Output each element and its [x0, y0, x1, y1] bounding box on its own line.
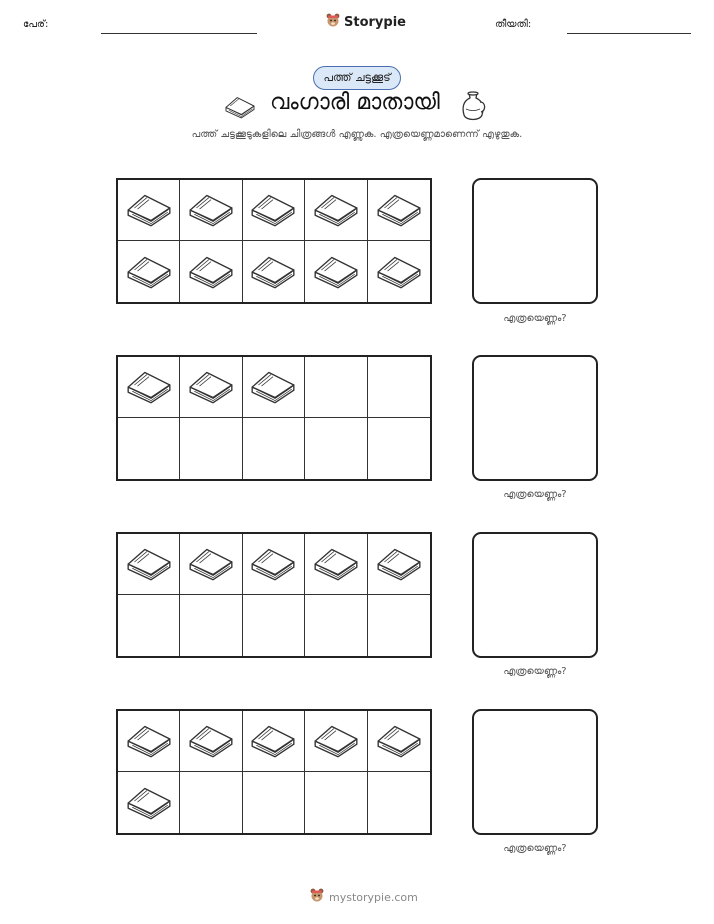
topic-badge: പത്ത് ചട്ടക്കൂട്: [313, 66, 401, 90]
book-icon: [124, 364, 174, 410]
ten-frame-4: [116, 709, 432, 835]
ten-frame-cell: [368, 241, 430, 302]
book-icon: [186, 364, 236, 410]
ten-frame-cell: [305, 357, 367, 418]
ten-frame-cell: [180, 241, 242, 302]
ten-frame-cell: [180, 534, 242, 595]
ten-frame-cell: [305, 180, 367, 241]
ten-frame-3: [116, 532, 432, 658]
book-icon: [374, 718, 424, 764]
ten-frame-cell: [180, 357, 242, 418]
name-label: പേര്:: [23, 19, 49, 30]
ten-frame-cell: [368, 418, 430, 479]
book-icon: [124, 249, 174, 295]
ten-frame-cell: [243, 418, 305, 479]
ten-frame-cell: [243, 534, 305, 595]
book-icon: [311, 718, 361, 764]
footer-link[interactable]: mystorypie.com: [329, 890, 418, 904]
page-title: വംഗാരി മാതായി: [270, 90, 440, 115]
ten-frame-cell: [118, 711, 180, 772]
ten-frame-cell: [243, 711, 305, 772]
book-icon: [311, 249, 361, 295]
ten-frame-cell: [368, 180, 430, 241]
book-icon: [222, 92, 258, 124]
ten-frame-cell: [118, 534, 180, 595]
ten-frame-cell: [368, 595, 430, 656]
book-icon: [186, 541, 236, 587]
book-icon: [374, 541, 424, 587]
answer-question-4: എത്രയെണ്ണം?: [503, 843, 567, 854]
date-line[interactable]: [567, 33, 691, 34]
ten-frame-1: [116, 178, 432, 304]
book-icon: [186, 718, 236, 764]
ten-frame-cell: [368, 711, 430, 772]
ten-frame-cell: [305, 772, 367, 833]
book-icon: [186, 187, 236, 233]
ten-frame-cell: [243, 772, 305, 833]
bear-logo-icon: [325, 12, 341, 32]
ten-frame-cell: [243, 180, 305, 241]
answer-box-2[interactable]: [472, 355, 598, 481]
ten-frame-cell: [118, 357, 180, 418]
ten-frame-cell: [180, 180, 242, 241]
ten-frame-cell: [305, 595, 367, 656]
ten-frame-cell: [243, 357, 305, 418]
name-line[interactable]: [101, 33, 257, 34]
answer-question-1: എത്രയെണ്ണം?: [503, 313, 567, 324]
ten-frame-cell: [368, 357, 430, 418]
date-label: തീയതി:: [495, 19, 532, 30]
ten-frame-cell: [243, 595, 305, 656]
brand-name: Storypie: [344, 14, 406, 30]
instructions: പത്ത് ചട്ടക്കൂടുകളിലെ ചിത്രങ്ങൾ എണ്ണുക. എത്രയെണ്ണമാണെന്ന് എഴുതുക.: [191, 129, 523, 140]
ten-frame-2: [116, 355, 432, 481]
ten-frame-cell: [305, 241, 367, 302]
answer-question-2: എത്രയെണ്ണം?: [503, 489, 567, 500]
ten-frame-cell: [180, 595, 242, 656]
ten-frame-cell: [243, 241, 305, 302]
book-icon: [248, 364, 298, 410]
ten-frame-cell: [305, 534, 367, 595]
ten-frame-cell: [118, 241, 180, 302]
book-icon: [248, 718, 298, 764]
ten-frame-cell: [180, 772, 242, 833]
book-icon: [124, 718, 174, 764]
ten-frame-cell: [368, 772, 430, 833]
brand-logo: [325, 12, 406, 32]
ten-frame-cell: [305, 711, 367, 772]
bear-logo-icon: [309, 887, 325, 907]
jug-icon: [458, 90, 488, 128]
book-icon: [248, 187, 298, 233]
book-icon: [186, 249, 236, 295]
book-icon: [248, 541, 298, 587]
answer-box-1[interactable]: [472, 178, 598, 304]
ten-frame-cell: [118, 772, 180, 833]
book-icon: [124, 541, 174, 587]
book-icon: [124, 187, 174, 233]
answer-box-3[interactable]: [472, 532, 598, 658]
answer-box-4[interactable]: [472, 709, 598, 835]
ten-frame-cell: [118, 418, 180, 479]
book-icon: [374, 249, 424, 295]
book-icon: [124, 780, 174, 826]
answer-question-3: എത്രയെണ്ണം?: [503, 666, 567, 677]
book-icon: [374, 187, 424, 233]
footer: [309, 887, 418, 907]
ten-frame-cell: [368, 534, 430, 595]
ten-frame-cell: [118, 180, 180, 241]
book-icon: [311, 541, 361, 587]
book-icon: [311, 187, 361, 233]
ten-frame-cell: [118, 595, 180, 656]
book-icon: [248, 249, 298, 295]
ten-frame-cell: [305, 418, 367, 479]
ten-frame-cell: [180, 418, 242, 479]
ten-frame-cell: [180, 711, 242, 772]
